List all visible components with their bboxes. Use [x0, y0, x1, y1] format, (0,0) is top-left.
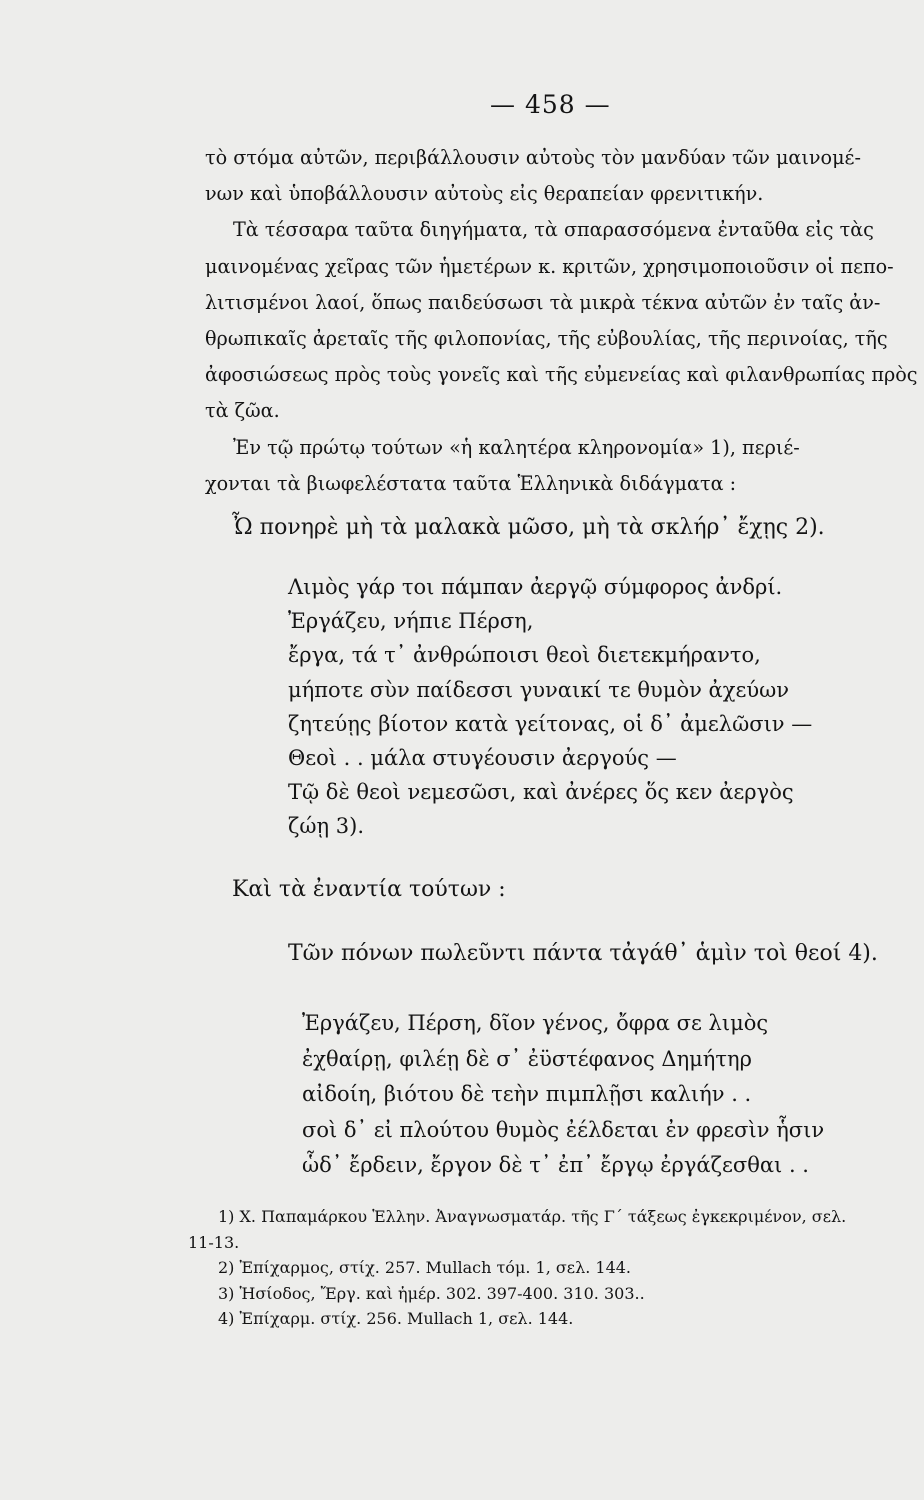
footnote: 2) Ἐπίχαρμος, στίχ. 257. Mullach τόμ. 1, σελ. 144.: [218, 1258, 632, 1277]
verse-line: Θεοὶ . . μάλα στυγέουσιν ἀεργούς —: [288, 746, 677, 771]
verse-line: Ἐργάζευ, νήπιε Πέρση,: [288, 609, 534, 634]
verse-line: ἐχθαίρῃ, φιλέῃ δὲ σ᾽ ἐϋστέφανος Δημήτηρ: [302, 1046, 752, 1071]
verse-line: σοὶ δ᾽ εἰ πλούτου θυμὸς ἐέλδεται ἐν φρεσὶν ἧσιν: [302, 1117, 825, 1142]
footnote: 3) Ἡσίοδος, Ἔργ. καὶ ἡμέρ. 302. 397-400. 310. 303..: [218, 1283, 645, 1303]
paragraph-line: ἀφοσιώσεως πρὸς τοὺς γονεῖς καὶ τῆς εὐμενείας καὶ φιλανθρωπίας πρὸς: [205, 363, 918, 387]
verse-line: ὧδ᾽ ἔρδειν, ἔργον δὲ τ᾽ ἐπ᾽ ἔργῳ ἐργάζεσθαι . .: [302, 1153, 809, 1178]
main-paragraph: [205, 140, 918, 502]
paragraph-line: Τὰ τέσσαρα ταῦτα διηγήματα, τὰ σπαρασσόμενα ἐνταῦθα εἰς τὰς: [233, 218, 874, 242]
verse-line: ζώῃ 3).: [288, 814, 364, 839]
intro-contrary: Καὶ τὰ ἐναντία τούτων :: [232, 877, 506, 902]
quote-epicharmus-2: Τῶν πόνων πωλεῦντι πάντα τἀγάθ᾽ ἁμὶν τοὶ θεοί 4).: [288, 941, 878, 966]
paragraph-line: θρωπικαῖς ἀρεταῖς τῆς φιλοπονίας, τῆς εὐβουλίας, τῆς περινοίας, τῆς: [205, 327, 888, 351]
footnote: 4) Ἐπίχαρμ. στίχ. 256. Mullach 1, σελ. 144.: [218, 1309, 574, 1328]
verse-line: Λιμὸς γάρ τοι πάμπαν ἀεργῷ σύμφορος ἀνδρί.: [288, 575, 783, 599]
paragraph-line: μαινομένας χεῖρας τῶν ἡμετέρων κ. κριτῶν, χρησιμοποιοῦσιν οἱ πεπο-: [205, 254, 894, 278]
quote-epicharmus: Ὦ πονηρὲ μὴ τὰ μαλακὰ μῶσο, μὴ τὰ σκλήρ᾽ ἔχῃς 2).: [232, 515, 825, 540]
paragraph-line: τὰ ζῶα.: [205, 399, 280, 423]
paragraph-line: τὸ στόμα αὐτῶν, περιβάλλουσιν αὐτοὺς τὸν μανδύαν τῶν μαινομέ-: [205, 146, 861, 169]
paragraph-line: Ἐν τῷ πρώτῳ τούτων «ἡ καλητέρα κληρονομία» 1), περιέ-: [233, 435, 800, 459]
paragraph-line: λιτισμένοι λαοί, ὅπως παιδεύσωσι τὰ μικρὰ τέκνα αὐτῶν ἐν ταῖς ἀν-: [205, 290, 881, 314]
verse-line: Ἐργάζευ, Πέρση, δῖον γένος, ὄφρα σε λιμὸς: [302, 1011, 769, 1035]
page-number: — 458 —: [490, 90, 611, 119]
verse-line: ἔργα, τά τ᾽ ἀνθρώποισι θεοὶ διετεκμήραντο,: [288, 643, 761, 668]
verse-line: ζητεύῃς βίοτον κατὰ γείτονας, οἱ δ᾽ ἀμελῶσιν —: [288, 711, 813, 736]
footnote-continuation: 11-13.: [188, 1232, 240, 1252]
footnotes: [188, 1204, 846, 1332]
verse-line: αἰδοίη, βιότου δὲ τεὴν πιμπλῇσι καλιήν . .: [302, 1082, 752, 1107]
paragraph-line: χονται τὰ βιωφελέστατα ταῦτα Ἑλληνικὰ διδάγματα :: [205, 471, 737, 495]
verse-line: μήποτε σὺν παίδεσσι γυναικί τε θυμὸν ἀχεύων: [288, 677, 789, 702]
verses-hesiod-2: [302, 1006, 824, 1184]
verses-hesiod-1: [288, 570, 812, 844]
footnote: 1) Χ. Παπαμάρκου Ἑλλην. Ἀναγνωσματάρ. τῆς Γ´ τάξεως ἐγκεκριμένον, σελ.: [218, 1207, 847, 1226]
paragraph-line: νων καὶ ὑποβάλλουσιν αὐτοὺς εἰς θεραπείαν φρενιτικήν.: [205, 182, 764, 206]
verse-line: Τῷ δὲ θεοὶ νεμεσῶσι, καὶ ἀνέρες ὅς κεν ἀεργὸς: [288, 780, 794, 805]
